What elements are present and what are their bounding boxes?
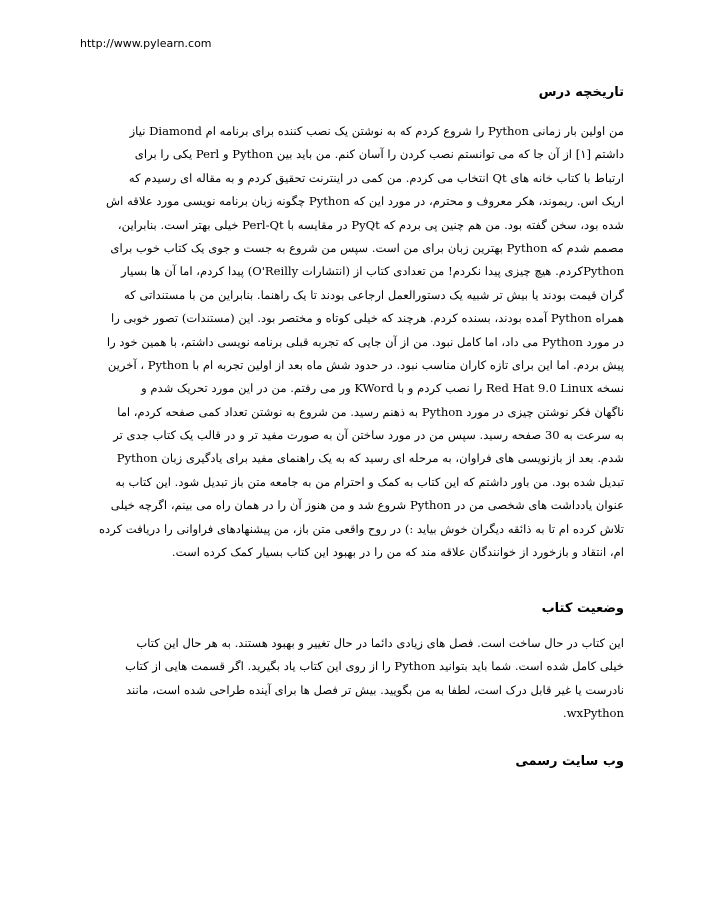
history-paragraph: [78, 120, 624, 564]
paragraph-line: خیلی کامل شده است. شما باید بتوانید Python را از روی این کتاب یاد بگیرید. اگر قسمت هایی از کتاب: [125, 659, 624, 674]
paragraph-line: نسخه Red Hat 9.0 Linux را نصب کردم و با KWord ور می رفتم. من در این مورد تحریک شدم و: [141, 381, 624, 396]
section-heading-history: تاریخچه درس: [538, 85, 624, 100]
book-status-paragraph: [78, 632, 624, 726]
paragraph-line: wxPython.: [562, 706, 624, 721]
section-heading-book-status: وضعیت کتاب: [541, 601, 624, 616]
paragraph-line: به سرعت به 30 صفحه رسید. سپس من در مورد ساختن آن به صورت مفید تر و در قالب یک کتاب جدی تر: [113, 428, 624, 443]
paragraph-line: ناگهان فکر نوشتن چیزی در مورد Python به ذهنم رسید. من شروع به نوشتن تعداد کمی صفحه کردم، اما: [117, 404, 624, 419]
header-url: http://www.pylearn.com: [80, 37, 212, 50]
paragraph-line: Pythonکردم. هیچ چیزی پیدا نکردم! من تعدادی کتاب از (انتشارات O'Reilly) پیدا کردم، اما آن ها بسیار: [121, 264, 624, 279]
paragraph-line: عنوان یادداشت های شخصی من در Python شروع شد و من هنوز آن را در همان راه می بینم، اگرچه خیلی: [110, 498, 624, 513]
paragraph-line: ام، انتقاد و بازخورد از خوانندگان علاقه مند که من را در بهبود این کتاب بسیار کمک کرده است.: [171, 545, 624, 560]
paragraph-line: مصمم شدم که Python بهترین زبان برای من است. سپس من شروع به جست و جوی یک کتاب خوب برای: [110, 240, 624, 255]
paragraph-line: من اولین بار زمانی Python را شروع کردم که به نوشتن یک نصب کننده برای برنامه ام Diamond نیاز: [129, 124, 624, 138]
paragraph-line: تلاش کرده ام تا به ذائقه دیگران خوش بیاید :) در روح واقعی متن باز، من پیشنهادهای فراوانی را دریافت کرده: [98, 521, 624, 536]
section-heading-official-website: وب سایت رسمی: [515, 754, 624, 769]
paragraph-line: تبدیل شده بود. من باور داشتم که این کتاب به کمک و احترام من به جامعه متن باز تبدیل شود. این کتاب به: [115, 474, 624, 489]
paragraph-line: اریک اس. ریموند، هکر معروف و محترم، در مورد این که Python چگونه زبان برنامه نویسی مورد علاقه اش: [106, 194, 624, 209]
paragraph-line: این کتاب در حال ساخت است. فصل های زیادی دائما در حال تغییر و بهبود هستند. به هر حال این کتاب: [136, 636, 624, 650]
paragraph-line: شدم. بعد از بازنویسی های فراوان، به مرحله ای رسید که به یک راهنمای مفید برای یادگیری زبان Python: [116, 451, 624, 466]
paragraph-line: در مورد Python می داد، اما کامل نبود. من از آن جایی که تجربه قبلی برنامه نویسی داشتم، با همین خود را: [106, 334, 624, 349]
paragraph-line: ارتباط با کتاب خانه های Qt انتخاب می کردم. من کمی در اینترنت تحقیق کردم و به مقاله ای رسیدم که: [128, 170, 624, 185]
paragraph-line: داشتم [۱] از آن جا که می توانستم نصب کردن را آسان کنم. من باید بین Python و Perl یکی را برای: [134, 147, 624, 162]
paragraph-line: همراه Python آمده بودند، بسنده کردم. هرچند که خیلی کوتاه و مختصر بود. این (مستندات) تصور خوبی را: [111, 311, 624, 326]
paragraph-line: پیش بردم. اما این برای تازه کاران مناسب نبود. در حدود شش ماه بعد از اولین تجربه ام با Python ، آخرین: [107, 357, 624, 372]
paragraph-line: گران قیمت بودند یا بیش تر شبیه یک دستورالعمل ارجاعی بودند تا یک راهنما. بنابراین من با مستنداتی که: [124, 287, 624, 302]
paragraph-line: نادرست یا غیر قابل درک است، لطفا به من بگویید. بیش تر فصل ها برای آینده طراحی شده است، مانند: [125, 682, 624, 697]
paragraph-line: شده بود، سخن گفته بود. من هم چنین پی بردم که PyQt در مقایسه با Perl-Qt خیلی بهتر است. بنابراین،: [117, 217, 624, 232]
